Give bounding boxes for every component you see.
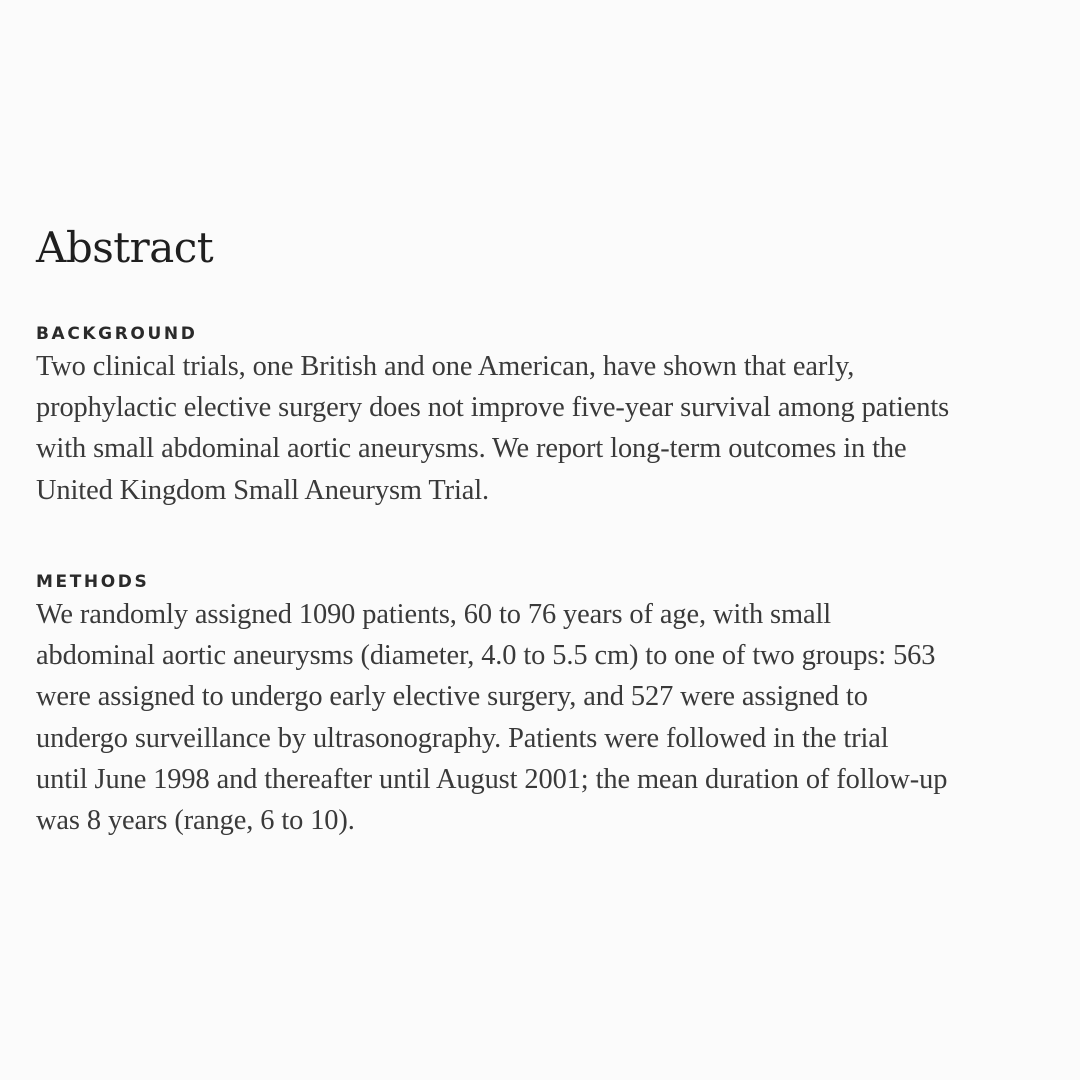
methods-line: undergo surveillance by ultrasonography. Patients were followed in the trial [36,722,889,754]
background-section [36,324,1044,511]
methods-line: We randomly assigned 1090 patients, 60 to 76 years of age, with small [36,599,832,630]
background-line: Two clinical trials, one British and one American, have shown that early, [36,351,855,382]
methods-text [36,594,1044,841]
methods-line: were assigned to undergo early elective surgery, and 527 were assigned to [36,681,868,713]
methods-section [36,572,1044,841]
background-line: with small abdominal aortic aneurysms. We report long-term outcomes in the [36,433,907,465]
methods-line: until June 1998 and thereafter until August 2001; the mean duration of follow-up [36,763,948,795]
methods-line: abdominal aortic aneurysms (diameter, 4.0 to 5.5 cm) to one of two groups: 563 [36,640,936,672]
background-label: BACKGROUND [36,324,198,344]
background-line: prophylactic elective surgery does not improve five-year survival among patients [36,392,950,424]
background-line: United Kingdom Small Aneurysm Trial. [36,474,490,506]
background-text [36,346,1044,511]
methods-label: METHODS [36,572,150,592]
abstract-title: Abstract [36,223,214,272]
methods-line: was 8 years (range, 6 to 10). [36,805,355,837]
